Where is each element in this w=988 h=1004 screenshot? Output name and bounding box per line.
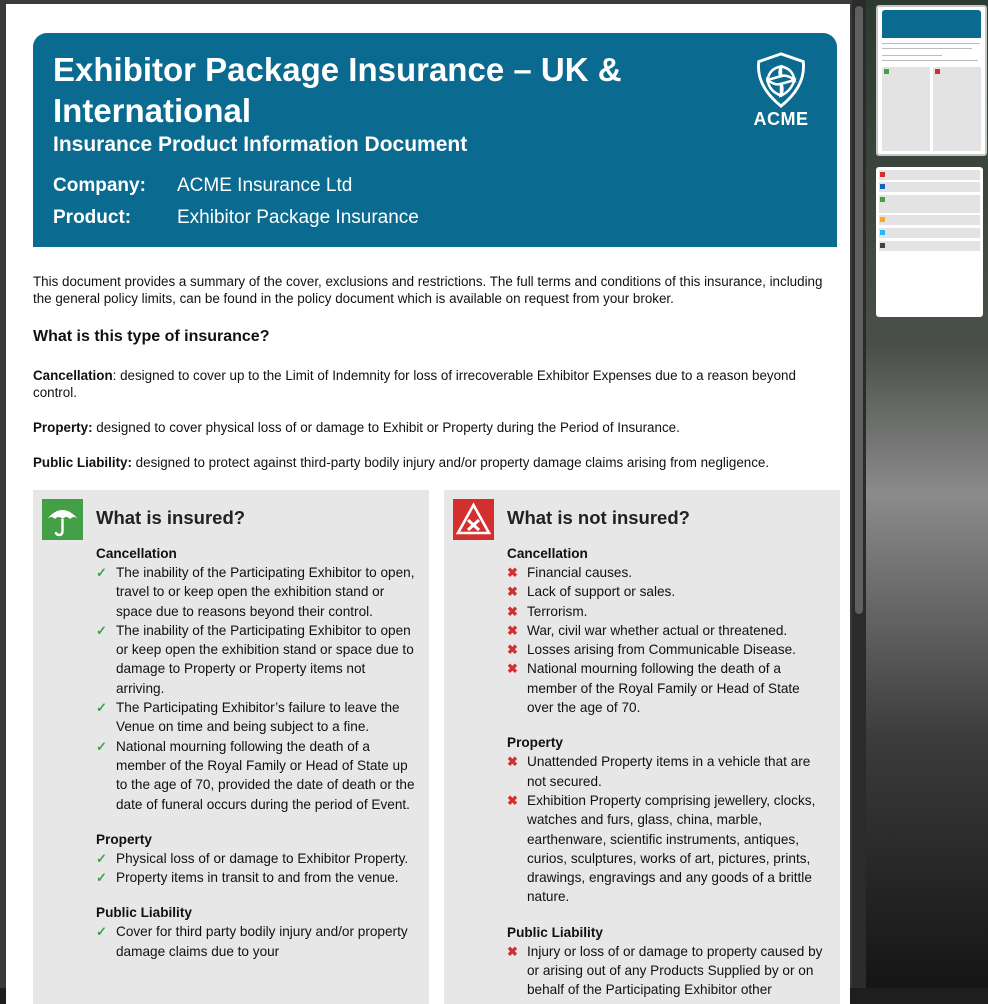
- section-heading: Public Liability: [507, 924, 603, 940]
- thumbnail-icon: [880, 217, 885, 222]
- logo-text: ACME: [753, 109, 809, 129]
- product-row: [53, 207, 419, 229]
- check-icon: ✓: [96, 738, 107, 754]
- definition-text: designed to protect against third-party bodily injury and/or property damage claims arising from negligence.: [131, 455, 770, 470]
- list-item-text: Injury or loss of or damage to property caused by or arising out of any Products Supplied by or on behalf of the Participating Exhibitor other: [527, 943, 823, 998]
- list-item: [96, 563, 416, 621]
- what-is-not-insured-heading: What is not insured?: [507, 507, 690, 528]
- list-item: [507, 640, 827, 659]
- thumbnail-icon: [880, 184, 885, 189]
- thumbnail-row: [879, 195, 980, 213]
- check-icon: ✓: [96, 924, 107, 940]
- product-label: Product:: [53, 207, 132, 228]
- thumbnail-line: [882, 43, 980, 44]
- list-item-text: Cover for third party bodily injury and/or property damage claims due to your: [116, 924, 408, 959]
- definition-public-liability: [33, 454, 839, 471]
- thumbnail-icon: [880, 172, 885, 177]
- list-item-text: National mourning following the death of a member of the Royal Family or Head of State up to the age of 70, provided the date of death or the date of funeral occurs during the period of Event.: [116, 738, 415, 812]
- definition-text: designed to cover physical loss of or damage to Exhibit or Property during the Period of Insurance.: [92, 420, 680, 435]
- scrollbar-thumb[interactable]: [855, 6, 863, 614]
- list-item-text: The Participating Exhibitor’s failure to leave the Venue on time and being subject to a fine.: [116, 700, 400, 735]
- list-item: [507, 659, 827, 717]
- list-item-text: Exhibition Property comprising jewellery, clocks, watches and furs, glass, china, marble, earthenware, scientific instruments, antiques, curios, sculptures, works of art, pictures, prints, drawings, engravings and any goods of a brittle nature.: [527, 792, 816, 905]
- thumbnail-panel: [933, 67, 981, 151]
- thumbnail-line: [882, 60, 978, 61]
- company-label: Company:: [53, 175, 146, 196]
- list-item: [96, 868, 416, 887]
- umbrella-icon: [42, 499, 83, 540]
- list-item: [507, 791, 827, 907]
- list-item: [96, 737, 416, 814]
- definition-term: Public Liability:: [33, 455, 132, 470]
- cross-icon: ✖: [507, 943, 518, 959]
- thumbnail-red-icon: [935, 69, 940, 74]
- product-value: Exhibitor Package Insurance: [177, 207, 419, 228]
- section-list: [507, 942, 827, 1000]
- thumbnail-icon: [880, 230, 885, 235]
- list-item: [96, 698, 416, 737]
- cross-icon: ✖: [507, 565, 518, 580]
- list-item-text: Physical loss of or damage to Exhibitor Property.: [116, 850, 409, 866]
- check-icon: ✓: [96, 850, 107, 866]
- thumbnail-line: [882, 48, 972, 49]
- cross-icon: ✖: [507, 603, 518, 619]
- intro-paragraph: This document provides a summary of the cover, exclusions and restrictions. The full terms and conditions of this insurance, including the general policy limits, can be found in the policy document which is available on request from your broker.: [33, 274, 823, 306]
- what-is-insured-heading: What is insured?: [96, 507, 246, 528]
- list-item-text: Property items in transit to and from the venue.: [116, 870, 399, 886]
- check-icon: ✓: [96, 622, 107, 638]
- cross-icon: ✖: [507, 622, 518, 638]
- company-value: ACME Insurance Ltd: [177, 175, 353, 196]
- section-list: [96, 563, 416, 814]
- check-icon: ✓: [96, 565, 107, 580]
- section-list: [96, 849, 416, 888]
- definition-term: Property:: [33, 420, 93, 435]
- insurance-type-heading: What is this type of insurance?: [33, 328, 270, 345]
- list-item-text: Financial causes.: [527, 565, 633, 580]
- list-item-text: Losses arising from Communicable Disease.: [527, 642, 796, 658]
- page-thumbnail-2[interactable]: [876, 167, 983, 317]
- thumbnail-panel: [882, 67, 930, 151]
- list-item: [96, 621, 416, 698]
- definition-property: [33, 419, 839, 436]
- cross-icon: ✖: [507, 754, 518, 770]
- section-heading: Property: [96, 831, 152, 847]
- list-item-text: Unattended Property items in a vehicle that are not secured.: [527, 754, 811, 789]
- thumbnail-row: [879, 241, 980, 251]
- section-list: [507, 563, 827, 717]
- thumbnail-green-icon: [884, 69, 889, 74]
- thumbnail-row: [879, 215, 980, 225]
- definition-term: Cancellation: [33, 368, 113, 383]
- list-item-text: The inability of the Participating Exhibitor to open, travel to or keep open the exhibition stand or space due to reasons beyond their control.: [116, 565, 415, 619]
- document-page: [6, 4, 850, 1004]
- check-icon: ✓: [96, 870, 107, 886]
- shield-swirl-icon: [752, 51, 810, 109]
- list-item: [96, 849, 416, 868]
- section-heading: Cancellation: [507, 546, 588, 561]
- acme-logo: [751, 51, 811, 130]
- list-item-text: National mourning following the death of a member of the Royal Family or Head of State over the age of 70.: [527, 661, 800, 716]
- document-title: Exhibitor Package Insurance – UK & International: [53, 51, 622, 129]
- check-icon: ✓: [96, 700, 107, 716]
- cross-icon: ✖: [507, 792, 518, 808]
- list-item-text: Lack of support or sales.: [527, 584, 676, 600]
- definition-text: : designed to cover up to the Limit of Indemnity for loss of irrecoverable Exhibitor Expenses due to a reason beyond control.: [33, 368, 796, 400]
- definition-cancellation: [33, 367, 839, 401]
- thumbnail-row: [879, 170, 980, 180]
- section-heading: Public Liability: [96, 905, 192, 921]
- cross-icon: ✖: [507, 642, 518, 658]
- page-thumbnail-1[interactable]: [876, 5, 987, 156]
- cross-icon: ✖: [507, 584, 518, 600]
- thumbnail-icon: [880, 197, 885, 202]
- section-heading: Cancellation: [96, 546, 177, 561]
- what-is-insured-panel: [33, 490, 429, 1004]
- thumbnail-row: [879, 182, 980, 192]
- list-item-text: War, civil war whether actual or threatened.: [527, 622, 788, 638]
- list-item-text: The inability of the Participating Exhibitor to open or keep open the exhibition stand or space due to damage to Property or Property items not arriving.: [116, 622, 414, 696]
- thumbnail-line: [882, 55, 942, 56]
- document-subtitle: Insurance Product Information Document: [53, 133, 468, 156]
- what-is-not-insured-panel: [444, 490, 840, 1004]
- company-row: [53, 175, 352, 197]
- insured-list: [96, 545, 416, 961]
- list-item: [507, 942, 827, 1000]
- warning-cross-icon: [453, 499, 494, 540]
- thumbnail-row: [879, 228, 980, 238]
- thumbnail-icon: [880, 243, 885, 248]
- list-item: [507, 752, 827, 791]
- list-item: [96, 922, 416, 961]
- thumbnail-header-bar: [882, 10, 981, 38]
- list-item: [507, 582, 827, 601]
- section-list: [507, 752, 827, 906]
- section-heading: Property: [507, 735, 563, 751]
- list-item-text: Terrorism.: [527, 603, 588, 619]
- document-header: [33, 33, 837, 247]
- list-item: [507, 621, 827, 640]
- list-item: [507, 602, 827, 621]
- section-list: [96, 922, 416, 961]
- not-insured-list: [507, 545, 827, 1000]
- list-item: [507, 563, 827, 582]
- cross-icon: ✖: [507, 661, 518, 677]
